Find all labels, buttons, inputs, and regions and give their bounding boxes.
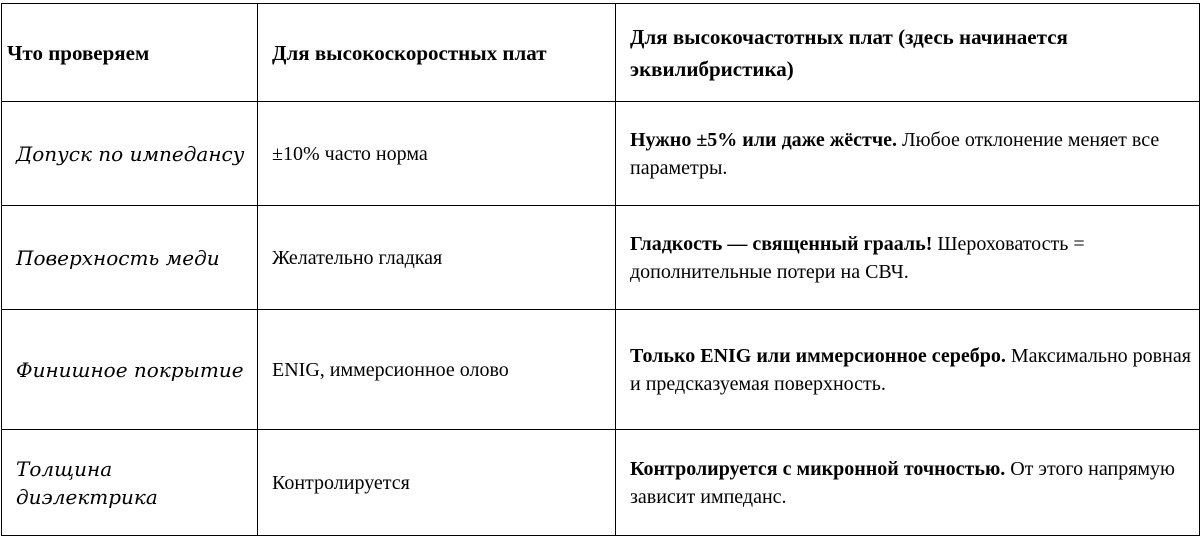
header-high-frequency-boards: Для высокочастотных плат (здесь начинается эквилибристика)	[616, 4, 1200, 102]
row-high-frequency-emphasis: Гладкость — священный грааль!	[630, 232, 933, 255]
row-high-frequency-emphasis: Только ENIG или иммерсионное серебро.	[630, 344, 1006, 367]
table-row	[2, 102, 1200, 206]
row-high-frequency-value	[616, 102, 1200, 206]
row-high-speed-value: ±10% часто норма	[258, 102, 616, 206]
row-parameter: Поверхность меди	[2, 206, 258, 310]
row-high-frequency-detail: Любое отклонение меняет все параметры.	[630, 128, 1160, 179]
row-high-speed-value: Желательно гладкая	[258, 206, 616, 310]
table-row	[2, 310, 1200, 430]
row-high-frequency-value	[616, 310, 1200, 430]
row-high-frequency-detail: Шероховатость = дополнительные потери на СВЧ.	[630, 232, 1085, 283]
row-high-frequency-detail: Максимально ровная и предсказуемая поверхность.	[630, 344, 1191, 395]
row-high-speed-value: ENIG, иммерсионное олово	[258, 310, 616, 430]
row-high-frequency-detail: От этого напрямую зависит импеданс.	[630, 457, 1175, 508]
row-high-frequency-value	[616, 206, 1200, 310]
table-row	[2, 206, 1200, 310]
row-parameter: Толщина диэлектрика	[2, 430, 258, 536]
header-high-speed-boards: Для высокоскоростных плат	[258, 4, 616, 102]
row-high-frequency-emphasis: Контролируется с микронной точностью.	[630, 457, 1006, 480]
table-row	[2, 430, 1200, 536]
row-high-speed-value: Контролируется	[258, 430, 616, 536]
table-header-row	[2, 4, 1200, 102]
row-parameter: Финишное покрытие	[2, 310, 258, 430]
row-high-frequency-value	[616, 430, 1200, 536]
comparison-table	[1, 3, 1200, 536]
header-what-we-check: Что проверяем	[2, 4, 258, 102]
row-high-frequency-emphasis: Нужно ±5% или даже жёстче.	[630, 128, 898, 151]
row-parameter: Допуск по импедансу	[2, 102, 258, 206]
